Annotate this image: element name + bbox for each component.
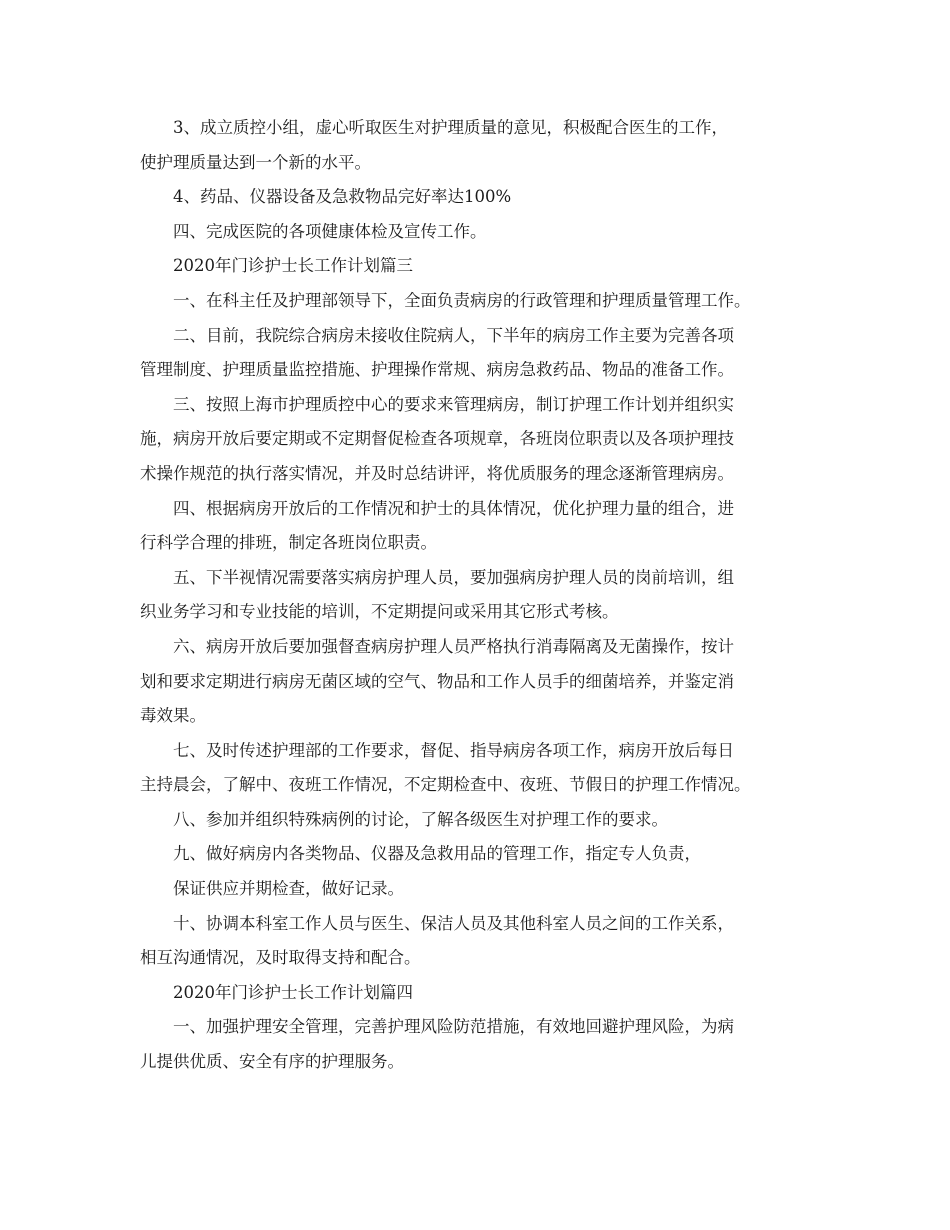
paragraph	[140, 976, 820, 1011]
paragraph-line: 织业务学习和专业技能的培训，不定期提问或采用其它形式考核。	[140, 602, 619, 622]
paragraph-line: 毒效果。	[140, 706, 206, 726]
paragraph-line: 八、参加并组织特殊病例的讨论，了解各级医生对护理工作的要求。	[173, 809, 668, 829]
paragraph	[140, 561, 820, 630]
paragraph-line: 十、协调本科室工作人员与医生、保洁人员及其他科室人员之间的工作关系，	[173, 913, 734, 933]
paragraph-line: 儿提供优质、安全有序的护理服务。	[140, 1052, 404, 1072]
paragraph-line: 使护理质量达到一个新的水平。	[140, 152, 371, 172]
paragraph-line: 二、目前，我院综合病房未接收住院病人，下半年的病房工作主要为完善各项	[173, 325, 734, 345]
paragraph-line: 相互沟通情况，及时取得支持和配合。	[140, 948, 421, 968]
paragraph-line: 九、做好病房内各类物品、仪器及急救用品的管理工作，指定专人负责，	[173, 844, 701, 864]
paragraph-line: 施，病房开放后要定期或不定期督促检查各项规章，各班岗位职责以及各项护理技	[140, 429, 734, 449]
paragraph-line: 划和要求定期进行病房无菌区域的空气、物品和工作人员手的细菌培养，并鉴定消	[140, 671, 734, 691]
paragraph-line: 四、根据病房开放后的工作情况和护士的具体情况，优化护理力量的组合，进	[173, 498, 734, 518]
paragraph	[140, 907, 820, 976]
paragraph-line: 行科学合理的排班，制定各班岗位职责。	[140, 533, 437, 553]
paragraph-line: 一、在科主任及护理部领导下，全面负责病房的行政管理和护理质量管理工作。	[173, 290, 751, 310]
paragraph	[140, 215, 820, 250]
paragraph	[140, 734, 820, 803]
paragraph	[140, 492, 820, 561]
paragraph	[140, 837, 820, 906]
paragraph	[140, 630, 820, 734]
paragraph	[140, 388, 820, 492]
paragraph	[140, 284, 820, 319]
paragraph-line: 2020年门诊护士长工作计划篇四	[173, 982, 413, 1002]
paragraph-line: 五、下半视情况需要落实病房护理人员，要加强病房护理人员的岗前培训，组	[173, 567, 734, 587]
paragraph	[140, 111, 820, 180]
paragraph-line: 一、加强护理安全管理，完善护理风险防范措施，有效地回避护理风险，为病	[173, 1017, 734, 1037]
paragraph-line: 三、按照上海市护理质控中心的要求来管理病房，制订护理工作计划并组织实	[173, 394, 734, 414]
document-body	[140, 111, 820, 1080]
paragraph-line: 3、成立质控小组，虚心听取医生对护理质量的意见，积极配合医生的工作，	[173, 118, 728, 137]
paragraph-line: 术操作规范的执行落实情况，并及时总结讲评，将优质服务的理念逐渐管理病房。	[140, 463, 734, 483]
paragraph-line: 4、药品、仪器设备及急救物品完好率达100%	[173, 187, 512, 207]
paragraph-line: 六、病房开放后要加强督查病房护理人员严格执行消毒隔离及无菌操作，按计	[173, 636, 734, 656]
paragraph-line: 管理制度、护理质量监控措施、护理操作常规、病房急救药品、物品的准备工作。	[140, 360, 734, 380]
paragraph-line: 保证供应并期检查，做好记录。	[173, 879, 404, 899]
paragraph	[140, 319, 820, 388]
paragraph-line: 主持晨会，了解中、夜班工作情况，不定期检查中、夜班、节假日的护理工作情况。	[140, 775, 751, 795]
paragraph-line: 七、及时传述护理部的工作要求，督促、指导病房各项工作，病房开放后每日	[173, 740, 734, 760]
paragraph-line: 四、完成医院的各项健康体检及宣传工作。	[173, 221, 487, 241]
paragraph	[140, 249, 820, 284]
paragraph-line: 2020年门诊护士长工作计划篇三	[173, 256, 413, 276]
paragraph	[140, 1010, 820, 1079]
paragraph	[140, 180, 820, 215]
paragraph	[140, 803, 820, 838]
